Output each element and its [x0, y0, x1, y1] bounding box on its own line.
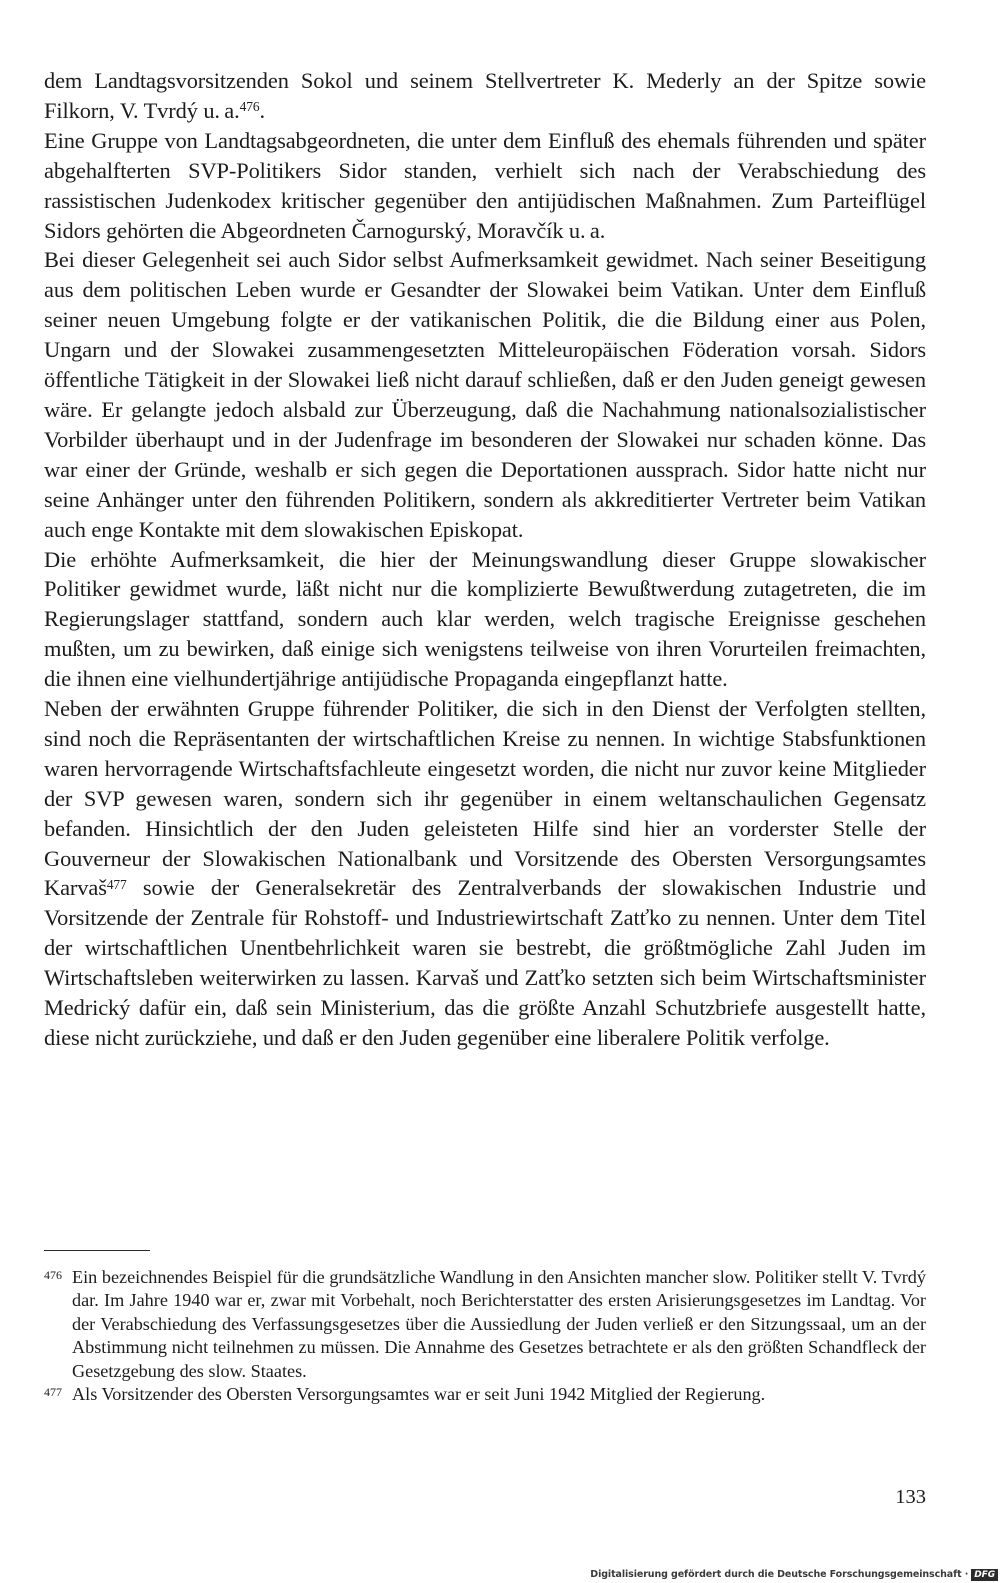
footnotes	[44, 1266, 926, 1406]
digitization-credit	[590, 1566, 1000, 1583]
footnote-ref-477[interactable]: 477	[106, 876, 127, 892]
footnote-text: Ein bezeichnendes Beispiel für die grundsätzliche Wandlung in den Ansichten mancher slow. Politiker stellt V. Tvrdý dar. Im Jahre 1940 war er, zwar mit Vorbehalt, noch Berichterstatter des ersten Arisierungsgesetzes im Landtag. Vor der Verabschiedung des Verfassungsgesetzes über die Aussiedlung der Juden verließ er den Sitzungssaal, um an der Abstimmung nicht teilnehmen zu müssen. Die Annahme des Gesetzes betrachtete er als den größten Schandfleck der Gesetzgebung des slow. Staates.	[72, 1267, 926, 1381]
footnote-476	[44, 1266, 926, 1383]
paragraph-2: Eine Gruppe von Landtagsabgeordneten, die unter dem Einfluß des ehemals führenden und später abgehalfterten SVP-Politikers Sidor standen, verhielt sich nach der Verabschiedung des rassistischen Judenkodex kritischer gegenüber den antijüdischen Maßnahmen. Zum Parteiflügel Sidors gehörten die Abgeordneten Čarnogurský, Moravčík u. a.	[44, 127, 926, 243]
footnote-ref-476[interactable]: 476	[239, 99, 260, 115]
paragraph-1	[44, 66, 926, 126]
credit-text: Digitalisierung gefördert durch die Deutsche Forschungsgemeinschaft ·	[590, 1569, 969, 1580]
paragraph-5	[44, 694, 926, 1053]
dfg-logo: DFG	[971, 1569, 998, 1581]
paragraph-5-text-end: sowie der Generalsekretär des Zentralverbands der slowakischen Industrie und Vorsitzende der Zentrale für Rohstoff- und Industriewirtschaft Zatťko zu nennen. Unter dem Titel der wirtschaftlichen Unentbehrlichkeit waren sie bestrebt, die größtmögliche Zahl Juden im Wirtschaftsleben weiterwirken zu lassen. Karvaš und Zatťko setzten sich beim Wirtschaftsminister Medrický dafür ein, daß sein Ministerium, das die größte Anzahl Schutzbriefe ausgestellt hatte, diese nicht zurückziehe, und daß er den Juden gegenüber eine liberalere Politik verfolge.	[44, 875, 926, 1050]
paragraph-5-text: Neben der erwähnten Gruppe führender Politiker, die sich in den Dienst der Verfolgten stellten, sind noch die Repräsentanten der wirtschaftlichen Kreise zu nennen. In wichtige Stabsfunktionen waren hervorragende Wirtschaftsfachleute eingesetzt worden, die nicht nur zuvor keine Mitglieder der SVP gewesen waren, sondern sich ihr gegenüber in einem weltanschaulichen Gegensatz befanden. Hinsichtlich der den Juden geleisteten Hilfe sind hier an vorderster Stelle der Gouverneur der Slowakischen Nationalbank und Vorsitzende des Obersten Versorgungsamtes Karvaš	[44, 696, 926, 901]
footnote-text: Als Vorsitzender des Obersten Versorgungsamtes war er seit Juni 1942 Mitglied der Regierung.	[72, 1384, 766, 1405]
main-text	[44, 66, 926, 1053]
paragraph-4: Die erhöhte Aufmerksamkeit, die hier der Meinungswandlung dieser Gruppe slowakischer Politiker gewidmet wurde, läßt nicht nur die komplizierte Bewußtwerdung zutagetreten, die im Regierungslager stattfand, sondern auch klar werden, welch tragische Ereignisse geschehen mußten, um zu bewirken, daß einige sich wenigstens teilweise von ihren Vorurteilen freimachten, die ihnen eine vielhundertjährige antijüdische Propaganda eingepflanzt hatte.	[44, 546, 926, 692]
footnote-number: 476	[44, 1268, 62, 1282]
footnote-number: 477	[44, 1385, 62, 1400]
footnote-divider	[44, 1250, 150, 1251]
paragraph-1-text-end: .	[259, 97, 265, 123]
page-number: 133	[895, 1486, 926, 1508]
paragraph-1-text: dem Landtagsvorsitzenden Sokol und seinem Stellvertreter K. Mederly an der Spitze sowie Filkorn, V. Tvrdý u. a.	[44, 68, 926, 123]
paragraph-3: Bei dieser Gelegenheit sei auch Sidor selbst Aufmerksamkeit gewidmet. Nach seiner Beseitigung aus dem politischen Leben wurde er Gesandter der Slowakei beim Vatikan. Unter dem Einfluß seiner neuen Umgebung folgte er der vatikanischen Politik, die die Bildung einer aus Polen, Ungarn und der Slowakei zusammengesetzten Mitteleuropäischen Föderation vorsah. Sidors öffentliche Tätigkeit in der Slowakei ließ nicht darauf schließen, daß er den Juden geneigt gewesen wäre. Er gelangte jedoch alsbald zur Überzeugung, daß die Nachahmung nationalsozialistischer Vorbilder überhaupt und in der Judenfrage im besonderen der Slowakei nur schaden könne. Das war einer der Gründe, weshalb er sich gegen die Deportationen aussprach. Sidor hatte nicht nur seine Anhänger unter den führenden Politikern, sondern als akkreditierter Vertreter beim Vatikan auch enge Kontakte mit dem slowakischen Episkopat.	[44, 247, 926, 542]
footnote-477	[44, 1383, 926, 1406]
